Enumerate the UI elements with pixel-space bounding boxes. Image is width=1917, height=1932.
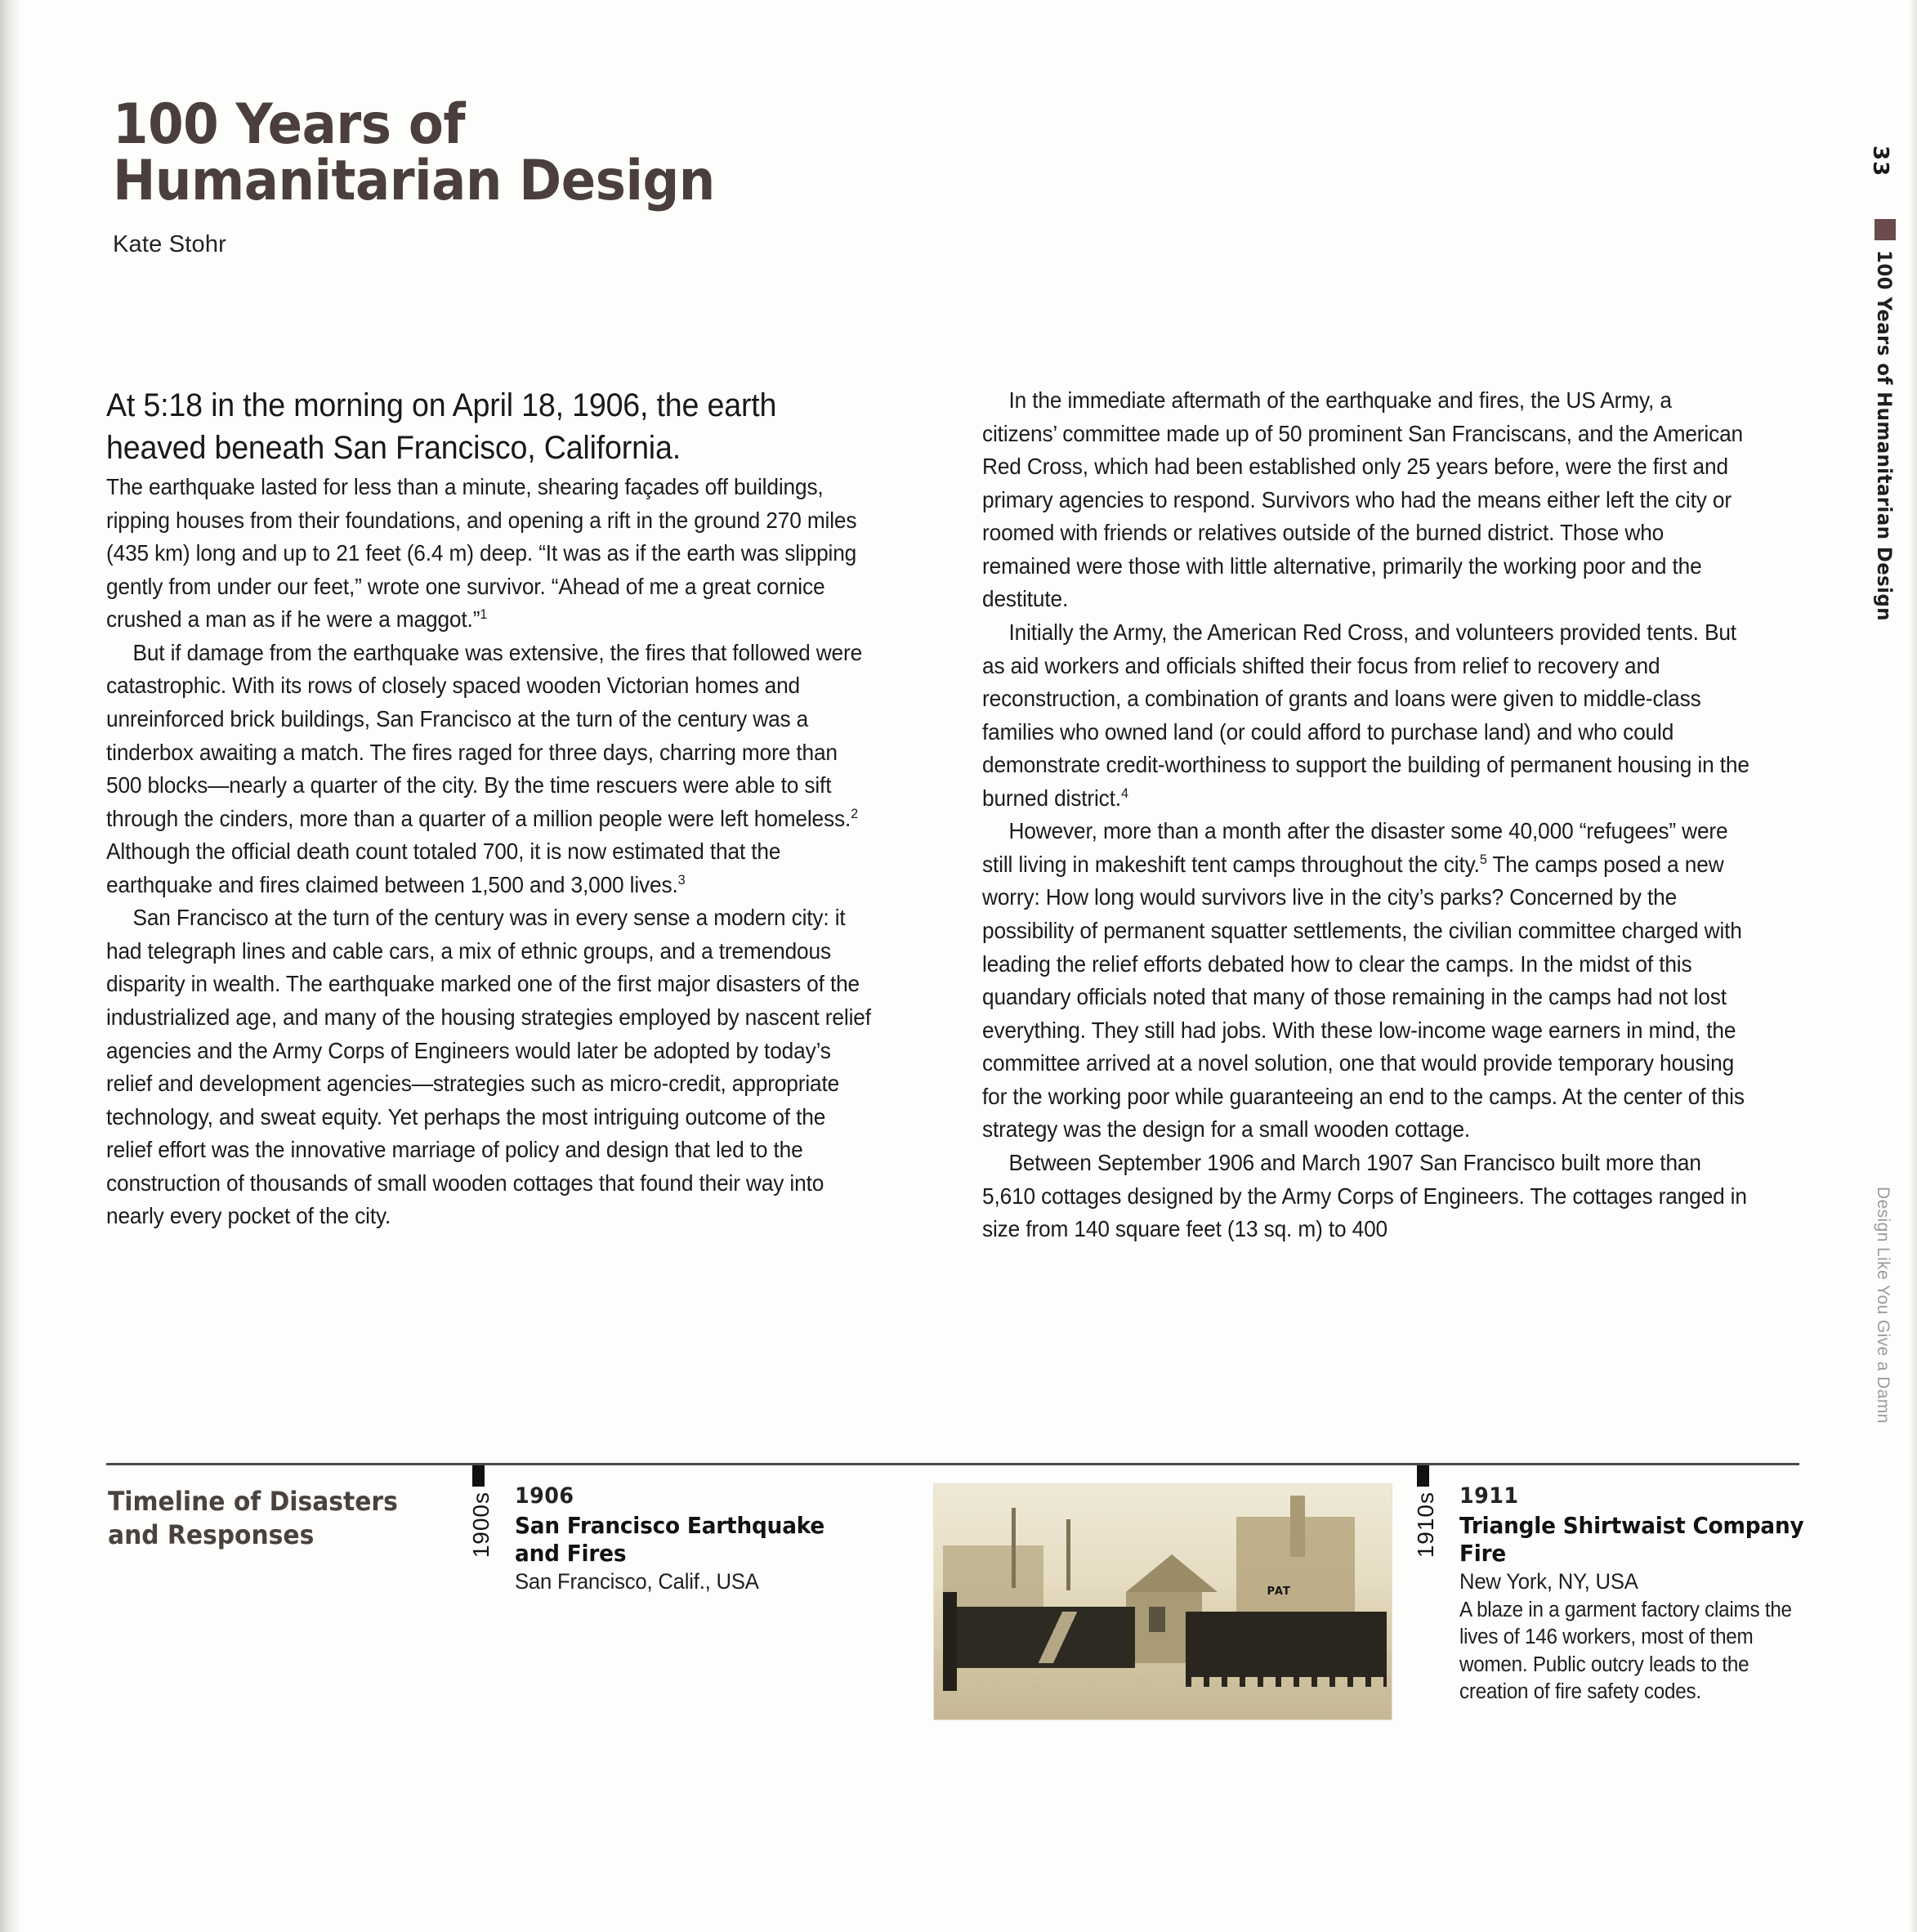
article-lede: At 5:18 in the morning on April 18, 1906, the earth heaved beneath San Francisco, California. [106, 387, 777, 466]
paragraph-text: San Francisco at the turn of the century was in every sense a modern city: it had telegraph lines and cable cars, a mix of ethnic groups, and a tremendous disparity in wealth. The earthquake marked one of the first major disasters of the industrialized age, and many of the housing strategies employed by nascent relief agencies and the Army Corps of Engineers would later be adopted by today’s relief and development agencies—strategies such as micro-credit, appropriate technology, and sweat equity. Yet perhaps the most intriguing outcome of the relief effort was the innovative marriage of policy and design that led to the construction of thousands of small wooden cottages that found their way into nearly every pocket of the city. [106, 905, 871, 1229]
photo-utility-pole [1066, 1519, 1070, 1590]
timeline-entries [106, 1465, 1804, 1735]
column-right [982, 384, 1788, 1246]
paragraph-text: But if damage from the earthquake was extensive, the fires that followed were catastrophic. With its rows of closely spaced wooden Victorian homes and unreinforced brick buildings, San Francisco at the turn of the century was a tinderbox awaiting a match. The fires raged for three days, charring more than 500 blocks—nearly a quarter of the city. By the time rescuers were able to sift through the cinders, more than a quarter of a million people were left homeless. [106, 639, 863, 831]
decade-tick-icon [1417, 1465, 1429, 1487]
photo-utility-pole [1012, 1508, 1016, 1588]
paragraph-text: Between September 1906 and March 1907 San Francisco built more than 5,610 cottages designed by the Army Corps of Engineers. The cottages ranged in size from 140 square feet (13 sq. m) to 400 [982, 1149, 1747, 1242]
column-left [106, 384, 912, 1246]
article-body [106, 384, 1788, 1246]
article-masthead [113, 92, 1012, 258]
timeline-entry-title: Triangle Shirtwaist Company Fire [1459, 1512, 1804, 1568]
running-head: 100 Years of Humanitarian Design [1873, 250, 1896, 622]
paragraph [106, 901, 876, 1233]
paragraph-text-tail: The camps posed a new worry: How long would survivors live in the city’s parks? Concerned by the possibility of permanent squatter settlements, the civilian committee charged with leading the relief efforts debated how to clear the camps. In the midst of this quandary officials noted that many of those remaining in the camps had not lost everything. They still had jobs. With these low-income wage earners in mind, the committee arrived at a novel solution, one that would provide temporary housing for the working poor while guaranteeing an end to the camps. At the center of this strategy was the design for a small wooden cottage. [982, 851, 1745, 1143]
photo-standing-figure [943, 1592, 957, 1691]
decade-label: 1900s [468, 1491, 494, 1559]
timeline-entry-description: A blaze in a garment factory claims the lives of 146 workers, most of them women. Public outcry leads to the creation of fire safety codes. [1459, 1599, 1792, 1703]
paragraph [982, 616, 1752, 815]
footnote-ref-1[interactable]: 1 [480, 606, 488, 623]
article-author: Kate Stohr [113, 230, 227, 257]
decade-label: 1910s [1413, 1491, 1438, 1559]
footnote-ref-4[interactable]: 4 [1120, 785, 1128, 801]
timeline-section [106, 1463, 1804, 1735]
paragraph-text: Initially the Army, the American Red Cross, and volunteers provided tents. But as aid workers and officials shifted their focus from relief to recovery and reconstruction, a combination of grants and loans were given to middle-class families who owned land (or could afford to purchase land) and who could demonstrate credit-worthiness to support the building of permanent housing in the burned district. [982, 619, 1749, 811]
timeline-entry-year: 1906 [515, 1483, 574, 1509]
timeline-entry-year: 1911 [1459, 1483, 1519, 1509]
paragraph [106, 637, 876, 902]
page-number: 33 [1868, 145, 1892, 177]
book-title: Design Like You Give a Damn [1874, 1187, 1892, 1424]
timeline-entry-1911 [1459, 1483, 1827, 1706]
decade-tick-icon [472, 1465, 485, 1487]
timeline-heading-line-1: Timeline of Disasters [108, 1486, 398, 1517]
photo-sled-brace [1008, 1612, 1108, 1663]
page-title-line-2: Humanitarian Design [113, 149, 715, 214]
photo-horse-legs [1186, 1663, 1387, 1687]
paragraph-text: In the immediate aftermath of the earthquake and fires, the US Army, a citizens’ committee made up of 50 prominent San Franciscans, and the American Red Cross, which had been established only 25 years before, were the first and primary agencies to respond. Survivors who had the means either left the city or roomed with friends or relatives outside of the burned district. Those who remained were those with little alternative, primarily the working poor and the destitute. [982, 387, 1744, 612]
photo-stamp-text: PAT [1267, 1585, 1291, 1598]
timeline-heading-line-2: and Responses [108, 1518, 315, 1550]
paragraph [982, 1147, 1752, 1246]
footnote-ref-5[interactable]: 5 [1479, 851, 1487, 867]
photo-cottage-roof [1126, 1554, 1218, 1592]
paragraph-text: The earthquake lasted for less than a minute, shearing façades off buildings, ripping houses from their foundations, and opening a rift in the ground 270 miles (435 km) long and up to 21 feet (6.4 m) deep. “It was as if the earth was slipping gently from under our feet,” wrote one survivor. “Ahead of me a great cornice crushed a man as if he were a maggot.” [106, 474, 857, 633]
photo-cottage-window [1149, 1607, 1165, 1633]
paragraph [982, 815, 1752, 1147]
page-title [113, 92, 940, 214]
timeline-entry-title: San Francisco Earthquake and Fires [515, 1512, 825, 1568]
margin-rail [1821, 0, 1917, 1932]
timeline-entry-place: San Francisco, Calif., USA [515, 1569, 759, 1594]
scan-edge-left [0, 0, 21, 1932]
paragraph [106, 471, 876, 637]
page-title-line-1: 100 Years of [113, 92, 466, 157]
paragraph [982, 384, 1752, 616]
timeline-entry-1906 [515, 1483, 891, 1595]
footnote-ref-2[interactable]: 2 [851, 805, 859, 821]
photo-chimney [1290, 1496, 1305, 1557]
running-head-accent-bar [1875, 219, 1896, 240]
footnote-ref-3[interactable]: 3 [677, 871, 686, 888]
paragraph-text-tail: Although the official death count totaled 700, it is now estimated that the earthquake and fires claimed between 1,500 and 3,000 lives. [106, 839, 781, 897]
paragraph-text: However, more than a month after the disaster some 40,000 “refugees” were still living in makeshift tent camps throughout the city. [982, 818, 1728, 877]
timeline-entry-place: New York, NY, USA [1459, 1569, 1638, 1594]
timeline-heading [108, 1485, 435, 1552]
timeline-photo [933, 1483, 1392, 1720]
